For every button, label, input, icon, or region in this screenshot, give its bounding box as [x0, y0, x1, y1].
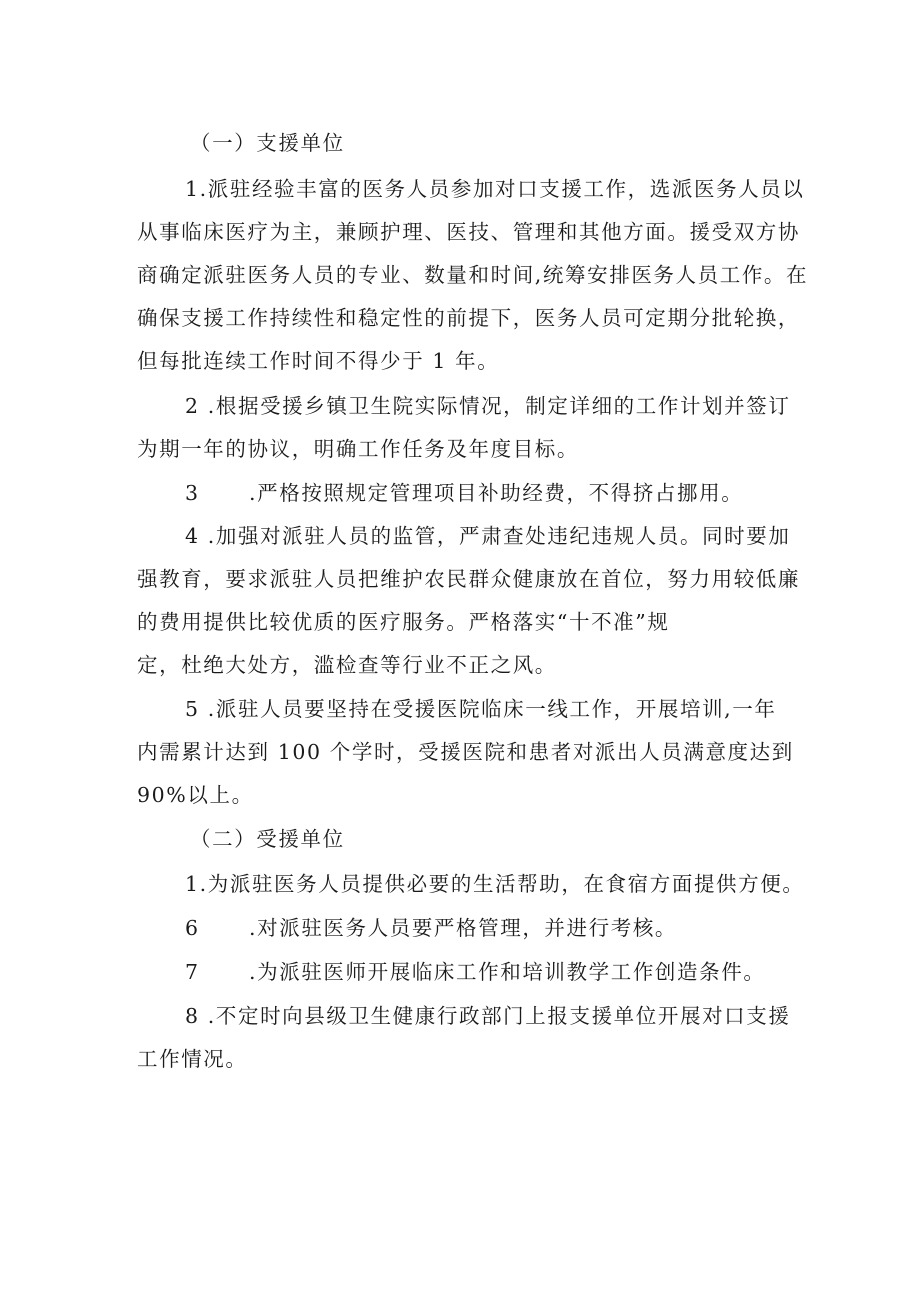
section1-item2-line2: 为期一年的协议，明确工作任务及年度目标。	[137, 437, 579, 461]
section1-item4-line4: 定，杜绝大处方，滥检查等行业不正之风。	[137, 653, 557, 677]
item3-number: 3	[185, 481, 200, 505]
item7-text: .为派驻医师开展临床工作和培训教学工作创造条件。	[249, 960, 766, 984]
section1-item4-line3: 的费用提供比较优质的医疗服务。严格落实“十不准”规	[137, 610, 670, 634]
section1-item2-line1: 2 .根据受援乡镇卫生院实际情况，制定详细的工作计划并签订	[185, 394, 791, 418]
section1-item5-line1: 5 .派驻人员要坚持在受援医院临床一线工作，开展培训,一年	[185, 697, 777, 721]
section2-item8-line1: 8 .不定时向县级卫生健康行政部门上报支援单位开展对口支援	[185, 1004, 791, 1028]
section1-item4-line1: 4 .加强对派驻人员的监管，严肃查处违纪违规人员。同时要加	[185, 524, 791, 548]
section1-item5-line2: 内需累计达到 100 个学时，受援医院和患者对派出人员满意度达到	[137, 740, 794, 764]
item7-number: 7	[185, 960, 200, 984]
section1-item1-line3: 商确定派驻医务人员的专业、数量和时间,统筹安排医务人员工作。在	[137, 263, 809, 287]
section2-item6	[185, 915, 677, 941]
section2-item1: 1.为派驻医务人员提供必要的生活帮助，在食宿方面提供方便。	[185, 872, 805, 896]
section1-item5-line3: 90%以上。	[137, 783, 254, 807]
item6-number: 6	[185, 916, 200, 940]
item6-text: .对派驻医务人员要严格管理，并进行考核。	[249, 916, 678, 940]
section1-item4-line2: 强教育，要求派驻人员把维护农民群众健康放在首位，努力用较低廉	[137, 567, 800, 591]
section2-item8-line2: 工作情况。	[137, 1047, 248, 1071]
section2-heading: （二）受援单位	[190, 827, 345, 851]
section2-item7	[185, 959, 765, 985]
section1-item1-line4: 确保支援工作持续性和稳定性的前提下，医务人员可定期分批轮换，	[137, 306, 800, 330]
item3-text: .严格按照规定管理项目补助经费，不得挤占挪用。	[249, 481, 744, 505]
section1-item1-line2: 从事临床医疗为主，兼顾护理、医技、管理和其他方面。援受双方协	[137, 220, 800, 244]
section1-item3	[185, 480, 743, 506]
section1-heading: （一）支援单位	[190, 131, 345, 155]
section1-item1-line1: 1.派驻经验丰富的医务人员参加对口支援工作，选派医务人员以	[185, 177, 805, 201]
section1-item1-line5: 但每批连续工作时间不得少于 1 年。	[137, 349, 500, 373]
